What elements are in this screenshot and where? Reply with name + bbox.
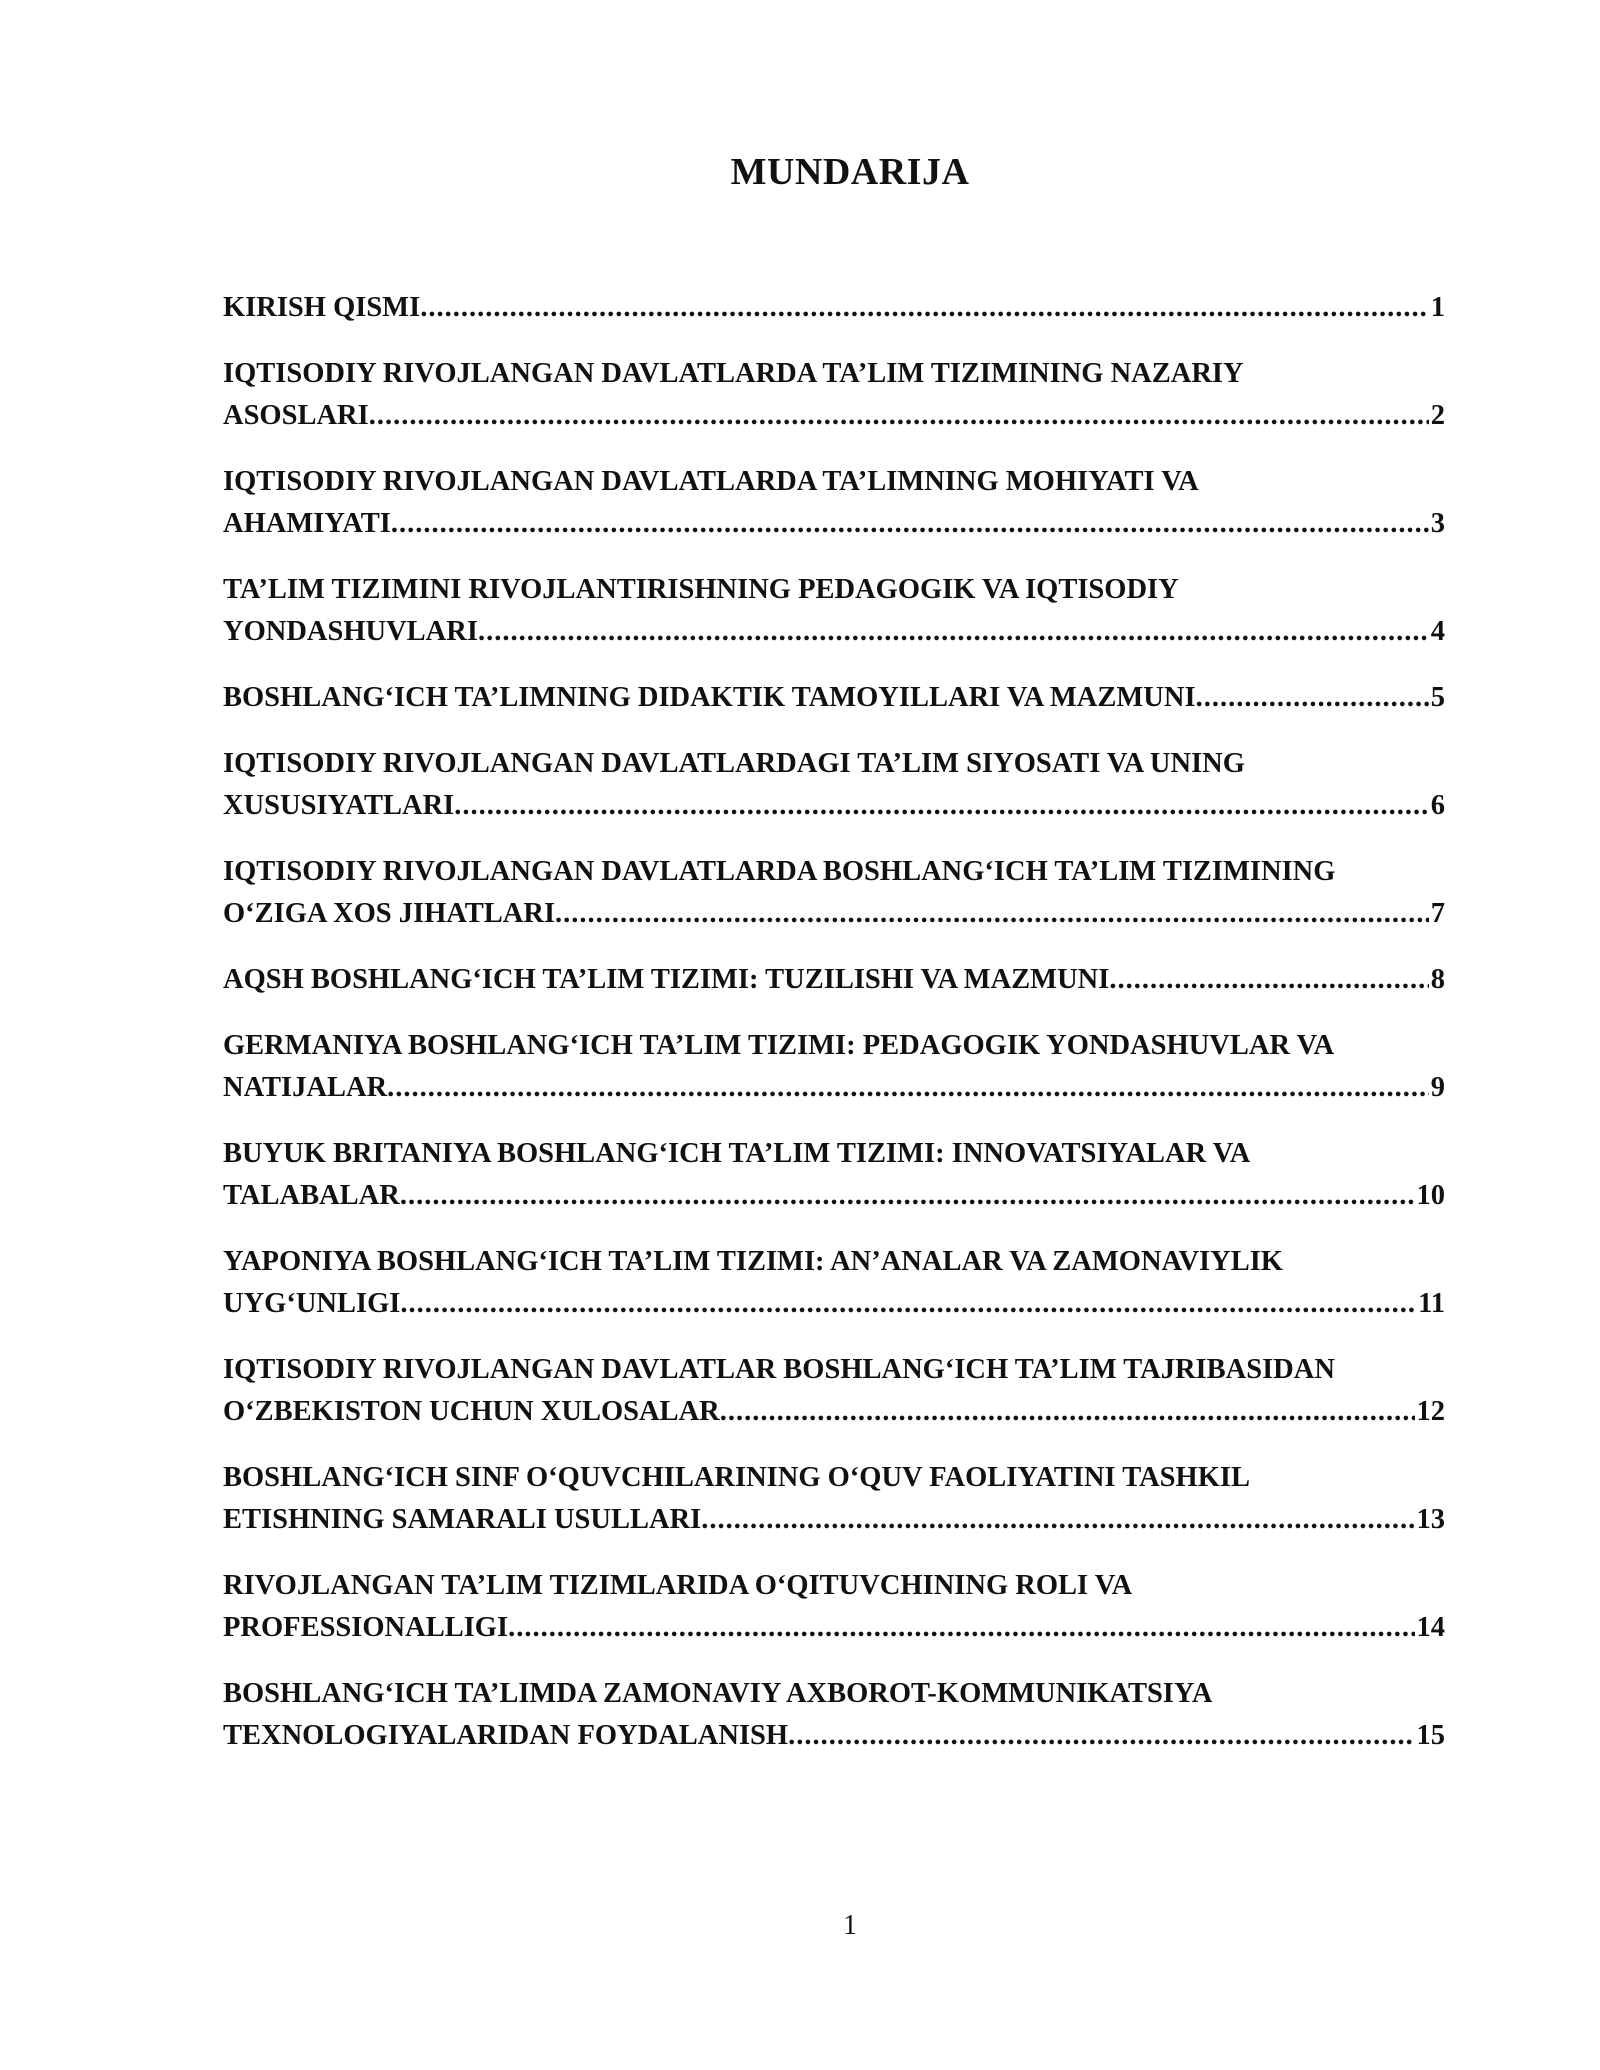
toc-entry-title: YONDASHUVLARI — [223, 616, 478, 647]
toc-page-number: 15 — [1416, 1720, 1445, 1751]
dot-leader — [788, 1715, 1414, 1757]
dot-leader — [400, 1283, 1416, 1325]
table-of-contents — [223, 287, 1445, 1781]
toc-entry-title: AHAMIYATI — [223, 508, 391, 539]
toc-entry-last-line — [223, 893, 1445, 935]
dot-leader — [555, 893, 1429, 935]
toc-entry-title: XUSUSIYATLARI — [223, 790, 455, 821]
dot-leader — [478, 611, 1429, 653]
toc-page-number: 14 — [1416, 1612, 1445, 1643]
toc-entry-last-line — [223, 1499, 1445, 1541]
toc-entry[interactable] — [223, 1457, 1445, 1541]
toc-entry-last-line — [223, 959, 1445, 1001]
toc-entry-title-line: IQTISODIY RIVOJLANGAN DAVLATLARDAGI TA’LIM SIYOSATI VA UNING — [223, 748, 1245, 779]
toc-page-number: 9 — [1430, 1072, 1445, 1103]
toc-entry[interactable] — [223, 1565, 1445, 1649]
toc-entry-title-line: BOSHLANG‘ICH SINF O‘QUVCHILARINING O‘QUV FAOLIYATINI TASHKIL — [223, 1462, 1250, 1493]
toc-page-number: 5 — [1430, 682, 1445, 713]
dot-leader — [720, 1391, 1415, 1433]
toc-page-number: 4 — [1430, 616, 1445, 647]
toc-page-number: 7 — [1430, 898, 1445, 929]
toc-entry-title-line: IQTISODIY RIVOJLANGAN DAVLATLARDA TA’LIMNING MOHIYATI VA — [223, 466, 1199, 497]
toc-entry-title: O‘ZBEKISTON UCHUN XULOSALAR — [223, 1396, 720, 1427]
toc-entry-last-line — [223, 503, 1445, 545]
toc-page-number: 11 — [1418, 1288, 1445, 1319]
toc-entry-title-line: BOSHLANG‘ICH TA’LIMDA ZAMONAVIY AXBOROT-KOMMUNIKATSIYA — [223, 1678, 1213, 1709]
dot-leader — [1196, 677, 1429, 719]
toc-entry-last-line — [223, 611, 1445, 653]
toc-entry[interactable] — [223, 461, 1445, 545]
toc-entry-last-line — [223, 287, 1445, 329]
toc-entry-title: PROFESSIONALLIGI — [223, 1612, 509, 1643]
toc-entry[interactable] — [223, 353, 1445, 437]
toc-page-number: 1 — [1430, 292, 1445, 323]
toc-entry-last-line — [223, 395, 1445, 437]
toc-entry-title-line: RIVOJLANGAN TA’LIM TIZIMLARIDA O‘QITUVCHINING ROLI VA — [223, 1570, 1133, 1601]
toc-entry-title-line: IQTISODIY RIVOJLANGAN DAVLATLARDA TA’LIM TIZIMINING NAZARIY — [223, 358, 1244, 389]
toc-entry-title-line: YAPONIYA BOSHLANG‘ICH TA’LIM TIZIMI: AN’ANALAR VA ZAMONAVIYLIK — [223, 1246, 1283, 1277]
toc-entry[interactable] — [223, 1673, 1445, 1757]
toc-entry-title-line: TA’LIM TIZIMINI RIVOJLANTIRISHNING PEDAGOGIK VA IQTISODIY — [223, 574, 1179, 605]
toc-entry[interactable] — [223, 287, 1445, 329]
dot-leader — [508, 1607, 1414, 1649]
dot-leader — [1109, 959, 1428, 1001]
toc-entry[interactable] — [223, 959, 1445, 1001]
toc-entry[interactable] — [223, 1133, 1445, 1217]
dot-leader — [420, 287, 1429, 329]
toc-entry-title-line: IQTISODIY RIVOJLANGAN DAVLATLARDA BOSHLANG‘ICH TA’LIM TIZIMINING — [223, 856, 1336, 887]
toc-page-number: 12 — [1416, 1396, 1445, 1427]
toc-entry-last-line — [223, 1607, 1445, 1649]
dot-leader — [387, 1067, 1429, 1109]
toc-entry-title: AQSH BOSHLANG‘ICH TA’LIM TIZIMI: TUZILISHI VA MAZMUNI — [223, 964, 1110, 995]
toc-entry-title: UYG‘UNLIGI — [223, 1288, 401, 1319]
toc-page-number: 8 — [1430, 964, 1445, 995]
toc-entry[interactable] — [223, 1025, 1445, 1109]
toc-entry[interactable] — [223, 1241, 1445, 1325]
toc-entry-title-line: IQTISODIY RIVOJLANGAN DAVLATLAR BOSHLANG‘ICH TA’LIM TAJRIBASIDAN — [223, 1354, 1335, 1385]
toc-entry-title: TEXNOLOGIYALARIDAN FOYDALANISH — [223, 1720, 789, 1751]
toc-entry-last-line — [223, 1715, 1445, 1757]
toc-entry[interactable] — [223, 677, 1445, 719]
toc-page-number: 13 — [1416, 1504, 1445, 1535]
toc-page-number: 3 — [1430, 508, 1445, 539]
toc-entry-last-line — [223, 1283, 1445, 1325]
toc-entry-title: KIRISH QISMI — [223, 292, 421, 323]
toc-page-number: 6 — [1430, 790, 1445, 821]
dot-leader — [400, 1175, 1415, 1217]
toc-entry-last-line — [223, 1175, 1445, 1217]
toc-entry-title: ETISHNING SAMARALI USULLARI — [223, 1504, 702, 1535]
toc-entry-title: ASOSLARI — [223, 400, 369, 431]
toc-entry[interactable] — [223, 743, 1445, 827]
dot-leader — [454, 785, 1429, 827]
toc-entry-title: NATIJALAR — [223, 1072, 388, 1103]
toc-page-number: 2 — [1430, 400, 1445, 431]
toc-entry-title-line: GERMANIYA BOSHLANG‘ICH TA’LIM TIZIMI: PEDAGOGIK YONDASHUVLAR VA — [223, 1030, 1335, 1061]
toc-entry-last-line — [223, 1391, 1445, 1433]
toc-entry-title: O‘ZIGA XOS JIHATLARI — [223, 898, 556, 929]
dot-leader — [701, 1499, 1414, 1541]
toc-entry-last-line — [223, 1067, 1445, 1109]
toc-entry-title-line: BUYUK BRITANIYA BOSHLANG‘ICH TA’LIM TIZIMI: INNOVATSIYALAR VA — [223, 1138, 1251, 1169]
dot-leader — [391, 503, 1429, 545]
toc-page-number: 10 — [1416, 1180, 1445, 1211]
toc-entry[interactable] — [223, 1349, 1445, 1433]
page-title: MUNDARIJA — [730, 151, 970, 193]
toc-entry[interactable] — [223, 569, 1445, 653]
toc-entry-title: BOSHLANG‘ICH TA’LIMNING DIDAKTIK TAMOYILLARI VA MAZMUNI — [223, 682, 1196, 713]
toc-entry-last-line — [223, 785, 1445, 827]
toc-entry[interactable] — [223, 851, 1445, 935]
page-number: 1 — [843, 1910, 857, 1941]
toc-entry-last-line — [223, 677, 1445, 719]
dot-leader — [369, 395, 1429, 437]
toc-entry-title: TALABALAR — [223, 1180, 400, 1211]
